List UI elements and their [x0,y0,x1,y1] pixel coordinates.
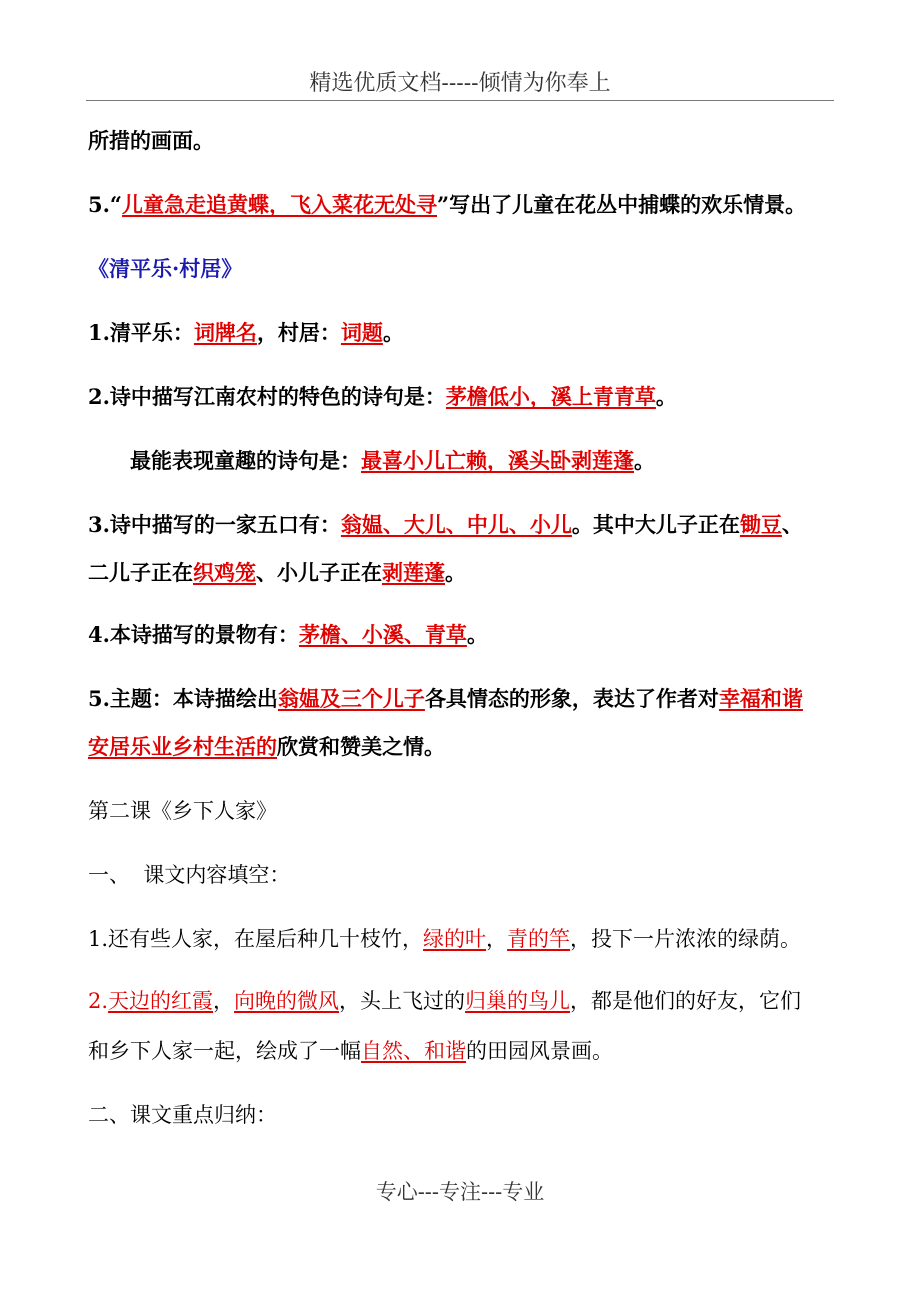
poem-title-text: 《清平乐·村居》 [88,256,243,281]
text-run: 3.诗中描写的一家五口有： [88,512,341,537]
text-line [88,382,677,412]
answer-blank: 最喜小儿亡赖，溪头卧剥莲蓬 [361,448,634,473]
text-run: 。 [466,622,488,647]
text-line [88,558,466,588]
answer-blank: 剥莲蓬 [382,560,445,585]
text-run: ，都是他们的好友，它们 [570,989,802,1013]
text-run: ，投下一片浓浓的绿荫。 [570,927,802,951]
text-run: 1.还有些人家，在屋后种几十枝竹， [88,927,424,951]
answer-blank: 青的竿 [507,927,571,951]
text-run: 和乡下人家一起，绘成了一幅 [88,1039,361,1063]
text-run: 各具情态的形象，表达了作者对 [424,686,719,711]
text-line [88,732,445,762]
answer-blank: 翁媪及三个儿子 [277,686,425,711]
answer-blank: 归巢的鸟儿 [465,989,571,1013]
text-run: 。 [655,384,677,409]
answer-blank: 锄豆 [739,512,782,537]
text-run: 5.“ [88,192,123,217]
section-heading [88,1100,277,1130]
text-run: ， [213,989,235,1013]
text-run: 二儿子正在 [88,560,193,585]
answer-blank: 幸福和谐 [718,686,803,711]
section-heading [88,796,277,826]
text-run: ， [486,927,508,951]
answer-blank: 翁媪、大儿、中儿、小儿 [340,512,572,537]
answer-blank: 词题 [340,320,383,345]
answer-blank: 茅檐低小，溪上青青草 [445,384,656,409]
section-heading [88,860,290,890]
text-run: 。 [445,560,466,585]
page-header: 精选优质文档-----倾情为你奉上 [309,71,611,96]
text-run: 所措的画面。 [88,128,214,153]
text-run: 。 [634,448,655,473]
text-run: 、 [781,512,803,537]
text-run: 的田园风景画。 [466,1039,613,1063]
text-line [88,986,801,1016]
text-run: 1.清平乐： [88,320,194,345]
answer-blank: 安居乐业乡村生活的 [88,734,277,759]
text-run: 2.诗中描写江南农村的特色的诗句是： [88,384,446,409]
header-divider [86,100,834,101]
poem-title [88,254,242,284]
subsection-title: 一、 课文内容填空： [88,863,291,887]
text-run: ，头上飞过的 [339,989,466,1013]
text-run: 最能表现童趣的诗句是： [130,448,361,473]
answer-blank: 绿的叶 [423,927,487,951]
text-line [130,446,655,476]
text-run: 5.主题：本诗描绘出 [88,686,278,711]
text-run: 、小儿子正在 [256,560,382,585]
text-line [88,126,214,156]
text-run: 。其中大儿子正在 [571,512,740,537]
text-line [88,1036,613,1066]
answer-blank: 词牌名 [193,320,257,345]
answer-blank: 天边的红霞 [108,989,214,1013]
text-run: 4.本诗描写的景物有： [88,622,299,647]
text-line [88,924,801,954]
answer-blank: 儿童急走追黄蝶，飞入菜花无处寻 [122,192,438,217]
text-run: 2. [88,989,109,1013]
text-run: ”写出了儿童在花丛中捕蝶的欢乐情景。 [437,192,807,217]
text-run: 。 [382,320,404,345]
text-run: 欣赏和赞美之情。 [277,734,445,759]
answer-blank: 自然、和谐 [361,1039,466,1063]
answer-blank: 向晚的微风 [234,989,340,1013]
answer-blank: 织鸡笼 [193,560,256,585]
answer-blank: 茅檐、小溪、青草 [298,622,467,647]
text-line [88,620,488,650]
text-run: ，村居： [256,320,341,345]
text-line [88,190,806,220]
text-line [88,684,803,714]
page-footer: 专心---专注---专业 [375,1180,545,1204]
lesson-title: 第二课《乡下人家》 [88,799,277,823]
text-line [88,318,404,348]
text-line [88,510,803,540]
subsection-title: 二、课文重点归纳： [88,1103,277,1127]
